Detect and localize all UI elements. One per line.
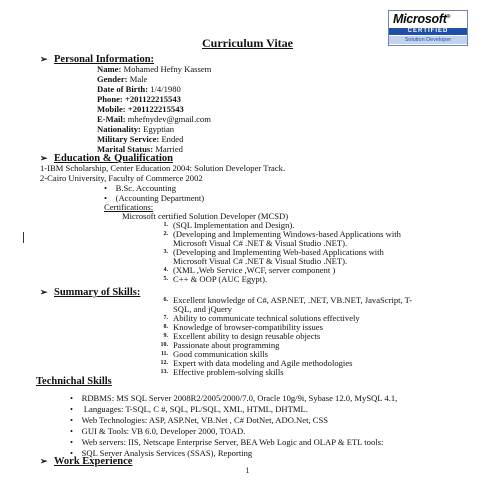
- cert-item: (XML ,Web Service ,WCF, server component ): [173, 265, 336, 275]
- page-number: 1: [245, 466, 250, 475]
- page-title: Curriculum Vitae: [202, 36, 293, 50]
- cert-number: 5.: [163, 276, 168, 282]
- skill-number: 11.: [160, 351, 168, 357]
- dot-bullet-icon: •: [70, 404, 74, 414]
- education-bullet-1: • B.Sc. Accounting: [104, 183, 177, 193]
- skill-number: 8.: [163, 324, 168, 330]
- skill-item: Excellent knowledge of C#, ASP.NET, .NET, VB.NET, JavaScript, T-: [173, 295, 413, 305]
- education-bullet-2: • (Accounting Department): [104, 193, 205, 203]
- cert-number: 4.: [163, 267, 168, 273]
- phone-row: Phone: +201122215543: [97, 94, 181, 104]
- technical-item: • Languages: T-SQL, C #, SQL, PL/SQL, XML, HTML, DHTML.: [70, 404, 308, 414]
- military-row: Military Service: Ended: [97, 134, 184, 144]
- technical-item: • SQL Server Analysis Services (SSAS), Reporting: [70, 448, 253, 458]
- nationality-row: Nationality: Egyptian: [97, 124, 175, 134]
- skill-number: 7.: [163, 315, 168, 321]
- section-personal-information: ➢ Personal Information:: [40, 54, 155, 65]
- education-line-1: 1-IBM Scholarship, Center Education 2004: Solution Developer Track.: [40, 163, 286, 173]
- arrow-bullet-icon: ➢: [40, 153, 48, 163]
- mobile-row: Mobile: +201122215543: [97, 104, 184, 114]
- section-technical-skills: Technichal Skills: [36, 376, 112, 387]
- skill-item-continued: SQL, and jQuery: [173, 304, 232, 314]
- microsoft-wordmark: Microsoft®: [393, 12, 450, 26]
- cert-item: (Developing and Implementing Windows-based Applications with: [173, 229, 401, 239]
- dot-bullet-icon: •: [70, 448, 74, 458]
- dot-bullet-icon: •: [70, 437, 74, 447]
- technical-item: • Web Technologies: ASP, ASP.Net, VB.Net , C# DotNet, ADO.Net, CSS: [70, 415, 329, 425]
- gender-row: Gender: Male: [97, 74, 148, 84]
- certification-title: Microsoft certified Solution Developer (MCSD): [122, 211, 289, 221]
- section-education: ➢ Education & Qualification: [40, 153, 174, 164]
- skill-item: Knowledge of browser-compatibility issues: [173, 322, 323, 332]
- dot-bullet-icon: •: [70, 415, 74, 425]
- dot-bullet-icon: •: [104, 183, 108, 193]
- skill-item: Excellent ability to design reusable objects: [173, 331, 321, 341]
- cert-item: (Developing and Implementing Web-based Applications with: [173, 247, 384, 257]
- name-row: Name: Mohamed Hefny Kassem: [97, 64, 212, 74]
- skill-item: Good communication skills: [173, 349, 269, 359]
- arrow-bullet-icon: ➢: [40, 287, 48, 297]
- cert-item: C++ & OOP (AUC Egypt).: [173, 274, 268, 284]
- skill-item: Effective problem-solving skills: [173, 367, 284, 377]
- section-work-experience: ➢ Work Experience: [40, 456, 133, 467]
- solution-developer-band: Solution Developer: [389, 36, 467, 44]
- technical-item: • RDBMS: MS SQL Server 2008R2/2005/2000/7.0, Oracle 10g/9i, Sybase 12.0, MySQL 4.1,: [70, 393, 398, 403]
- marital-row: Marital Status: Married: [97, 144, 183, 154]
- cert-item-continued: Microsoft Visual C# .NET & Visual Studio .NET).: [173, 256, 348, 266]
- skill-item: Ability to communicate technical solutions effectively: [173, 313, 360, 323]
- skill-number: 6.: [163, 297, 168, 303]
- dot-bullet-icon: •: [104, 193, 108, 203]
- skill-item: Expert with data modeling and Agile methodologies: [173, 358, 353, 368]
- certified-band: CERTIFIED: [389, 28, 467, 35]
- section-summary-of-skills: ➢ Summary of Skills:: [40, 287, 141, 298]
- arrow-bullet-icon: ➢: [40, 456, 48, 466]
- skill-number: 10.: [160, 342, 168, 348]
- cert-item-continued: Microsoft Visual C# .NET & Visual Studio .NET).: [173, 238, 348, 248]
- certifications-label: Certifications:: [104, 202, 154, 212]
- cert-item: (SQL Implementation and Design).: [173, 220, 295, 230]
- cert-number: 2.: [163, 231, 168, 237]
- technical-item: • GUI & Tools: VB 6.0, Developer 2000, TOAD.: [70, 426, 246, 436]
- skill-number: 13.: [160, 369, 168, 375]
- cert-number: 3.: [163, 249, 168, 255]
- arrow-bullet-icon: ➢: [40, 54, 48, 64]
- dob-row: Date of Birth: 1/4/1980: [97, 84, 181, 94]
- cert-number: 1.: [163, 222, 168, 228]
- text-cursor: [23, 232, 24, 243]
- technical-item: • Web servers: IIS, Netscape Enterprise Server, BEA Web Logic and OLAP & ETL tools:: [70, 437, 384, 447]
- dot-bullet-icon: •: [70, 426, 74, 436]
- skill-number: 9.: [163, 333, 168, 339]
- dot-bullet-icon: •: [70, 393, 74, 403]
- skill-item: Passionate about programming: [173, 340, 280, 350]
- education-line-2: 2-Cairo University, Faculty of Commerce 2002: [40, 173, 203, 183]
- email-row: E-Mail: mhefnydev@gmail.com: [97, 114, 211, 124]
- skill-number: 12.: [160, 360, 168, 366]
